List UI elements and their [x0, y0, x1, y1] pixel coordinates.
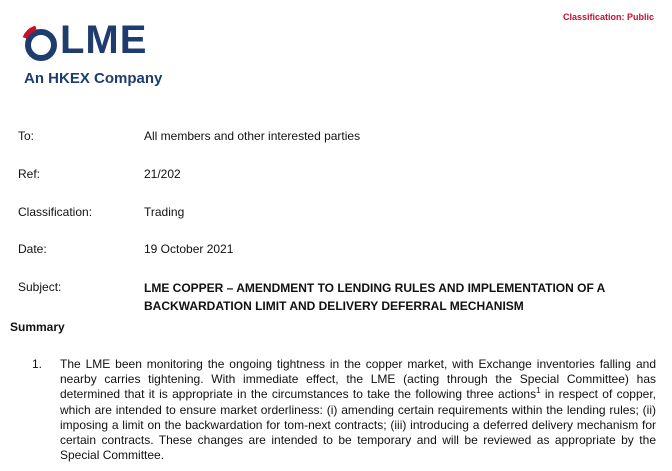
field-label-date: Date:	[18, 242, 47, 256]
classification-label: Classification: Public	[562, 12, 654, 22]
paragraph-text-part-1: The LME been monitoring the ongoing tightness in the copper market, with Exchange inventories falling and nearby carries tightening. With immediate effect, the LME (acting through the Special Committee) has determined that it is appropriate in the circumstances to take the following three actions	[60, 357, 656, 402]
field-value-classification: Trading	[144, 205, 185, 219]
lme-logo-subtitle: An HKEX Company	[24, 70, 163, 87]
paragraph-number: 1.	[32, 357, 43, 371]
field-value-ref: 21/202	[144, 167, 181, 181]
field-value-date: 19 October 2021	[144, 242, 234, 256]
field-label-to: To:	[18, 129, 35, 143]
field-label-classification: Classification:	[18, 205, 93, 219]
footnote-marker[interactable]: 1	[536, 386, 541, 396]
lme-logo-mark	[22, 26, 60, 64]
lme-logo-text: LME	[60, 18, 148, 62]
paragraph-text	[60, 357, 656, 463]
lme-logo	[22, 18, 202, 94]
field-label-ref: Ref:	[18, 167, 41, 181]
field-value-subject: LME COPPER – AMENDMENT TO LENDING RULES AND IMPLEMENTATION OF A BACKWARDATION LIMIT AND DELIVERY DEFERRAL MECHANISM	[144, 281, 605, 313]
field-value-to: All members and other interested parties	[144, 129, 361, 143]
summary-heading: Summary	[10, 320, 65, 334]
field-label-subject: Subject:	[18, 280, 62, 294]
paragraph-text-part-2: in respect of copper, which are intended to ensure market orderliness: (i) amending certain requirements within the lending rules; (ii) imposing a limit on the backwardation for tom-next contracts; (iii) introducing a deferred delivery mechanism for certain contracts. These changes are intended to be temporary and will be reviewed as appropriate by the Special Committee.	[60, 387, 656, 463]
